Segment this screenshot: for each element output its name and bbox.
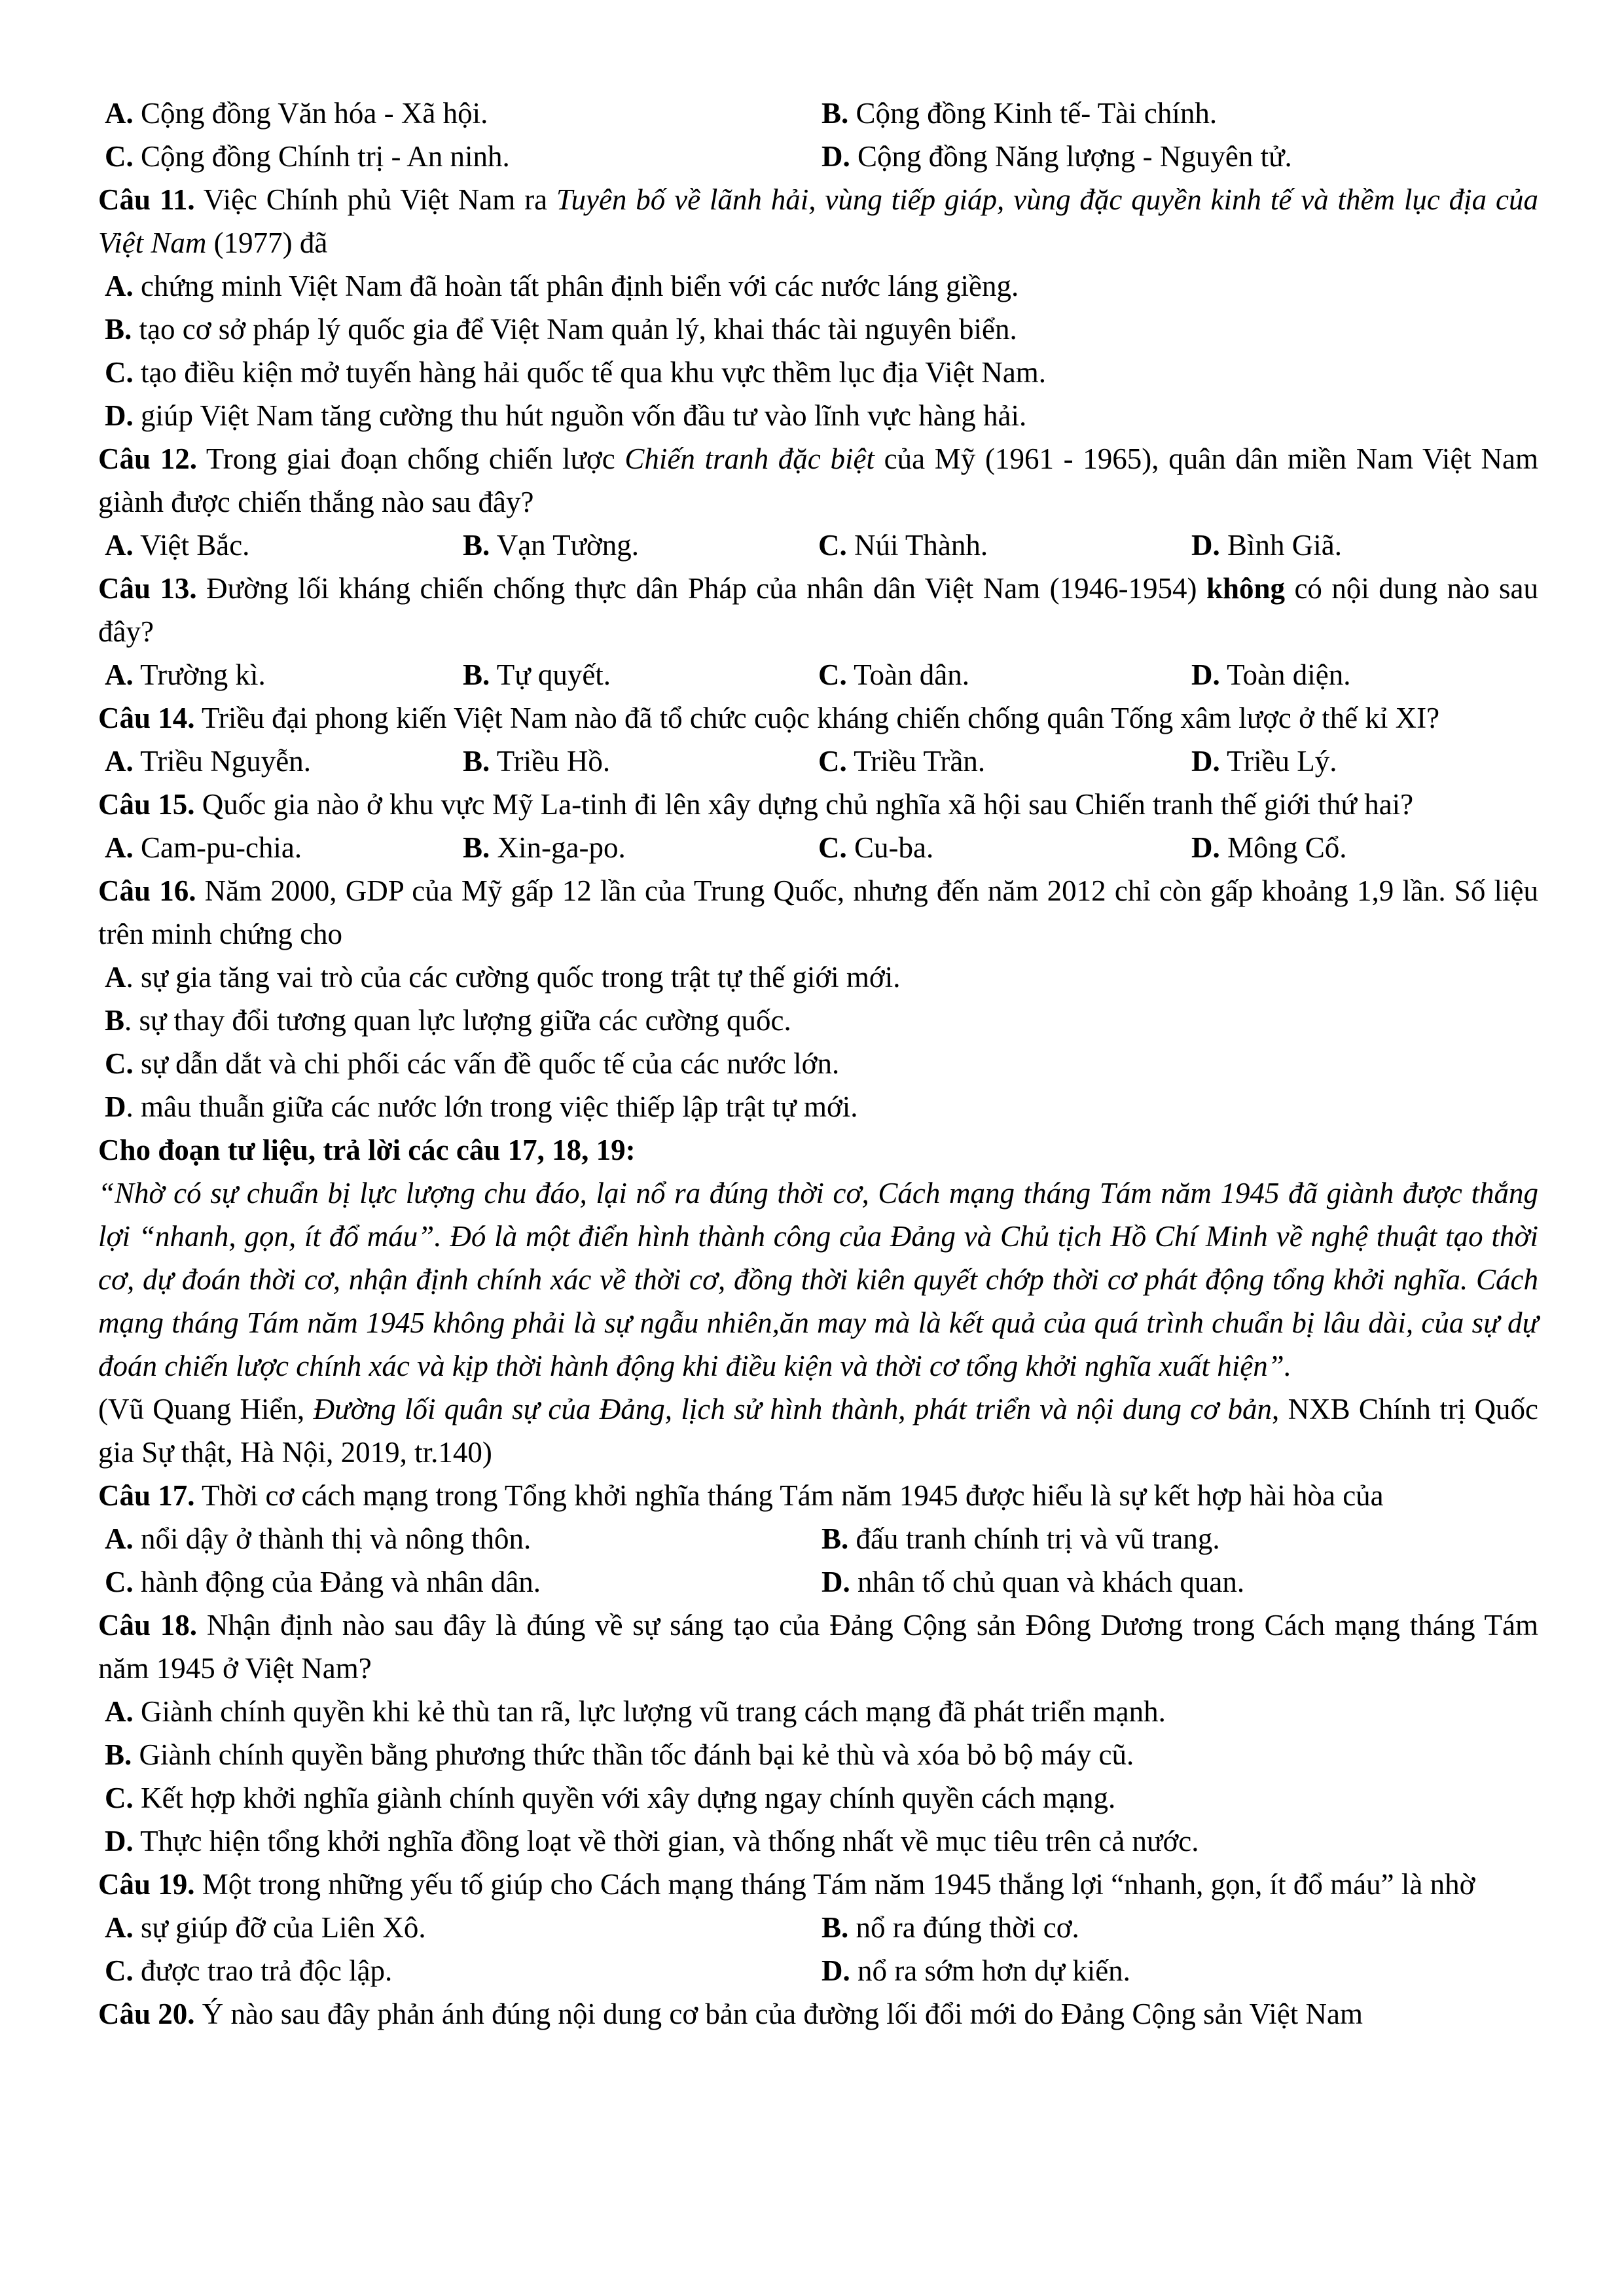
- q13-option-b: B. Tự quyết.: [463, 658, 611, 691]
- q18-option-a: A. Giành chính quyền khi kẻ thù tan rã, lực lượng vũ trang cách mạng đã phát triển mạnh.: [105, 1695, 1166, 1728]
- question-18: Câu 18. Nhận định nào sau đây là đúng về sự sáng tạo của Đảng Cộng sản Đông Dương trong Cách mạng tháng Tám năm 1945 ở Việt Nam?: [98, 1609, 1538, 1685]
- q19-option-c: C. được trao trả độc lập.: [105, 1954, 393, 1987]
- q17-option-c: C. hành động của Đảng và nhân dân.: [105, 1566, 541, 1598]
- passage-quote: “Nhờ có sự chuẩn bị lực lượng chu đáo, lại nổ ra đúng thời cơ, Cách mạng tháng Tám năm 1945 đã giành được thắng lợi “nhanh, gọn, ít đổ máu”. Đó là một điển hình thành công của Đảng và Chủ tịch Hồ Chí Minh về nghệ thuật tạo thời cơ, dự đoán thời cơ, nhận định chính xác về thời cơ, đồng thời kiên quyết chớp thời cơ phát động tổng khởi nghĩa. Cách mạng tháng Tám năm 1945 không phải là sự ngẫu nhiên,ăn may mà là kết quả của quá trình chuẩn bị lâu dài, của sự dự đoán chiến lược chính xác và kịp thời hành động khi điều kiện và thời cơ tổng khởi nghĩa xuất hiện”.: [98, 1177, 1538, 1382]
- q17-options-row: [98, 1517, 1538, 1560]
- question-16: Câu 16. Năm 2000, GDP của Mỹ gấp 12 lần của Trung Quốc, nhưng đến năm 2012 chỉ còn gấp khoảng 1,9 lần. Số liệu trên minh chứng cho: [98, 874, 1538, 950]
- q12-option-a: A. Việt Bắc.: [105, 529, 250, 562]
- exam-page: [98, 92, 1538, 2036]
- q16-option-a: A. sự gia tăng vai trò của các cường quốc trong trật tự thế giới mới.: [105, 961, 901, 994]
- q19-option-d: D. nổ ra sớm hơn dự kiến.: [821, 1954, 1130, 1987]
- q19-option-a: A. sự giúp đỡ của Liên Xô.: [105, 1911, 426, 1944]
- q17-option-a: A. nổi dậy ở thành thị và nông thôn.: [105, 1522, 532, 1555]
- q14-option-b: B. Triều Hồ.: [463, 745, 611, 778]
- option-c: C. Cộng đồng Chính trị - An ninh.: [105, 140, 510, 173]
- question-20: Câu 20. Ý nào sau đây phản ánh đúng nội dung cơ bản của đường lối đổi mới do Đảng Cộng sản Việt Nam: [98, 1998, 1363, 2030]
- passage-heading: Cho đoạn tư liệu, trả lời các câu 17, 18, 19:: [98, 1134, 636, 1166]
- q19-options-row: [98, 1949, 1538, 1992]
- question-14: Câu 14. Triều đại phong kiến Việt Nam nào đã tổ chức cuộc kháng chiến chống quân Tống xâm lược ở thế kỉ XI?: [98, 702, 1440, 734]
- q13-option-d: D. Toàn diện.: [1191, 658, 1351, 691]
- question-12: Câu 12. Trong giai đoạn chống chiến lược Chiến tranh đặc biệt của Mỹ (1961 - 1965), quân dân miền Nam Việt Nam giành được chiến thắng nào sau đây?: [98, 442, 1538, 518]
- question-11: Câu 11. Việc Chính phủ Việt Nam ra Tuyên bố về lãnh hải, vùng tiếp giáp, vùng đặc quyền kinh tế và thềm lục địa của Việt Nam (1977) đã: [98, 183, 1538, 259]
- option-a: A. Cộng đồng Văn hóa - Xã hội.: [105, 97, 488, 130]
- q15-option-c: C. Cu-ba.: [818, 831, 934, 864]
- q12-options: [98, 524, 1538, 567]
- q15-option-b: B. Xin-ga-po.: [463, 831, 626, 864]
- q12-option-d: D. Bình Giã.: [1191, 529, 1342, 562]
- question-15: Câu 15. Quốc gia nào ở khu vực Mỹ La-tinh đi lên xây dựng chủ nghĩa xã hội sau Chiến tranh thế giới thứ hai?: [98, 788, 1414, 821]
- option-b: B. Cộng đồng Kinh tế- Tài chính.: [821, 97, 1218, 130]
- question-19: Câu 19. Một trong những yếu tố giúp cho Cách mạng tháng Tám năm 1945 thắng lợi “nhanh, gọn, ít đổ máu” là nhờ: [98, 1868, 1475, 1901]
- q16-option-c: C. sự dẫn dắt và chi phối các vấn đề quốc tế của các nước lớn.: [105, 1047, 840, 1080]
- options-row: [98, 92, 1538, 135]
- q17-option-b: B. đấu tranh chính trị và vũ trang.: [821, 1522, 1220, 1555]
- q11-option-c: C. tạo điều kiện mở tuyến hàng hải quốc tế qua khu vực thềm lục địa Việt Nam.: [105, 356, 1047, 389]
- question-13: Câu 13. Đường lối kháng chiến chống thực dân Pháp của nhân dân Việt Nam (1946-1954) không có nội dung nào sau đây?: [98, 572, 1538, 648]
- q11-option-a: A. chứng minh Việt Nam đã hoàn tất phân định biển với các nước láng giềng.: [105, 270, 1019, 302]
- q15-option-d: D. Mông Cổ.: [1191, 831, 1347, 864]
- question-17: Câu 17. Thời cơ cách mạng trong Tổng khởi nghĩa tháng Tám năm 1945 được hiểu là sự kết hợp hài hòa của: [98, 1479, 1384, 1512]
- q13-option-a: A. Trường kì.: [105, 658, 266, 691]
- q13-option-c: C. Toàn dân.: [818, 658, 969, 691]
- q18-option-d: D. Thực hiện tổng khởi nghĩa đồng loạt về thời gian, và thống nhất về mục tiêu trên cả nước.: [105, 1825, 1199, 1857]
- q15-options: [98, 826, 1538, 869]
- q19-option-b: B. nổ ra đúng thời cơ.: [821, 1911, 1079, 1944]
- option-d: D. Cộng đồng Năng lượng - Nguyên tử.: [821, 140, 1292, 173]
- q18-option-b: B. Giành chính quyền bằng phương thức thần tốc đánh bại kẻ thù và xóa bỏ bộ máy cũ.: [105, 1738, 1134, 1771]
- q14-options: [98, 740, 1538, 783]
- q14-option-a: A. Triều Nguyễn.: [105, 745, 312, 778]
- q14-option-d: D. Triều Lý.: [1191, 745, 1337, 778]
- q19-options-row: [98, 1906, 1538, 1949]
- q17-option-d: D. nhân tố chủ quan và khách quan.: [821, 1566, 1245, 1598]
- q11-option-d: D. giúp Việt Nam tăng cường thu hút nguồn vốn đầu tư vào lĩnh vực hàng hải.: [105, 399, 1027, 432]
- q14-option-c: C. Triều Trần.: [818, 745, 986, 778]
- q12-option-c: C. Núi Thành.: [818, 529, 988, 562]
- q11-option-b: B. tạo cơ sở pháp lý quốc gia để Việt Nam quản lý, khai thác tài nguyên biển.: [105, 313, 1017, 346]
- q16-option-b: B. sự thay đổi tương quan lực lượng giữa các cường quốc.: [105, 1004, 791, 1037]
- q16-option-d: D. mâu thuẫn giữa các nước lớn trong việc thiếp lập trật tự mới.: [105, 1090, 858, 1123]
- options-row: [98, 135, 1538, 178]
- q17-options-row: [98, 1560, 1538, 1604]
- q18-option-c: C. Kết hợp khởi nghĩa giành chính quyền với xây dựng ngay chính quyền cách mạng.: [105, 1782, 1116, 1814]
- q15-option-a: A. Cam-pu-chia.: [105, 831, 302, 864]
- q13-options: [98, 653, 1538, 696]
- q12-option-b: B. Vạn Tường.: [463, 529, 640, 562]
- passage-source: (Vũ Quang Hiển, Đường lối quân sự của Đảng, lịch sử hình thành, phát triển và nội dung cơ bản, NXB Chính trị Quốc gia Sự thật, Hà Nội, 2019, tr.140): [98, 1393, 1538, 1469]
